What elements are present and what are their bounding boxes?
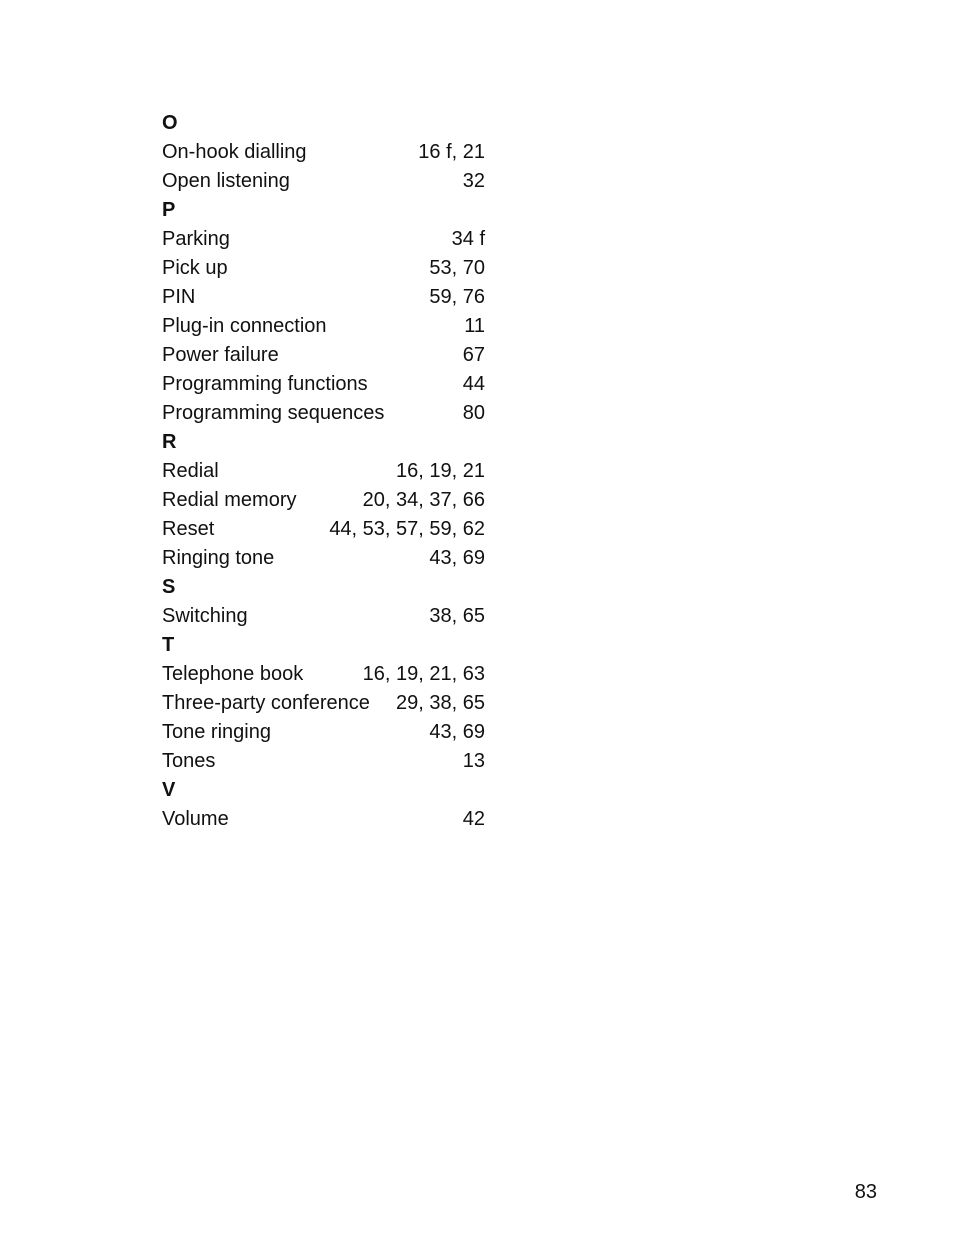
index-entry [162,689,485,718]
index-term: Programming sequences [162,402,385,424]
index-term: On-hook dialling [162,141,307,163]
index-page-refs: 38, 65 [429,605,485,627]
index-entry [162,254,485,283]
index-entry [162,544,485,573]
index-term: Redial memory [162,489,297,511]
index-term: Telephone book [162,663,304,685]
index-entry [162,747,485,776]
index-page-refs: 53, 70 [429,257,485,279]
index-entry [162,370,485,399]
index-term: Three-party conference [162,692,370,714]
index-term: PIN [162,286,196,308]
index-letter-heading: P [162,199,176,221]
index-page-refs: 44 [462,373,485,395]
index-term: Tone ringing [162,721,271,743]
index-page-refs: 32 [462,170,485,192]
index-entry [162,660,485,689]
index-page-refs: 16, 19, 21 [396,460,485,482]
index-entry [162,718,485,747]
index-letter-heading: S [162,576,176,598]
index-term: Switching [162,605,248,627]
index-page-refs: 44, 53, 57, 59, 62 [329,518,485,540]
index-page-refs: 80 [462,402,485,424]
index-page-refs: 43, 69 [429,721,485,743]
index-page-refs: 67 [462,344,485,366]
index-term: Tones [162,750,216,772]
index-entry [162,602,485,631]
page-number: 83 [854,1181,877,1203]
index-entry [162,486,485,515]
index-term: Reset [162,518,215,540]
index-entry [162,341,485,370]
index-entry [162,138,485,167]
index-entry [162,805,485,834]
index-term: Power failure [162,344,279,366]
index-letter-heading: V [162,779,176,801]
index-entry [162,457,485,486]
index-entry [162,515,485,544]
index-term: Plug-in connection [162,315,327,337]
index-term: Pick up [162,257,228,279]
index-term: Volume [162,808,229,830]
index-entry [162,167,485,196]
index-letter-heading: T [162,634,175,656]
index-entry [162,283,485,312]
index-term: Redial [162,460,219,482]
index-page-refs: 42 [462,808,485,830]
index-page-refs: 11 [464,315,485,337]
index-page-refs: 43, 69 [429,547,485,569]
index-entry [162,225,485,254]
index-list [162,109,485,834]
index-term: Parking [162,228,230,250]
index-page-refs: 16 f, 21 [418,141,485,163]
index-term: Programming functions [162,373,368,395]
index-page-refs: 20, 34, 37, 66 [362,489,485,511]
index-page-refs: 29, 38, 65 [396,692,485,714]
index-entry [162,399,485,428]
index-term: Open listening [162,170,290,192]
index-term: Ringing tone [162,547,275,569]
index-page-refs: 34 f [451,228,485,250]
index-page-refs: 59, 76 [429,286,485,308]
index-letter-heading: R [162,431,177,453]
index-entry [162,312,485,341]
index-page-refs: 16, 19, 21, 63 [362,663,485,685]
index-letter-heading: O [162,112,178,134]
index-page-refs: 13 [462,750,485,772]
